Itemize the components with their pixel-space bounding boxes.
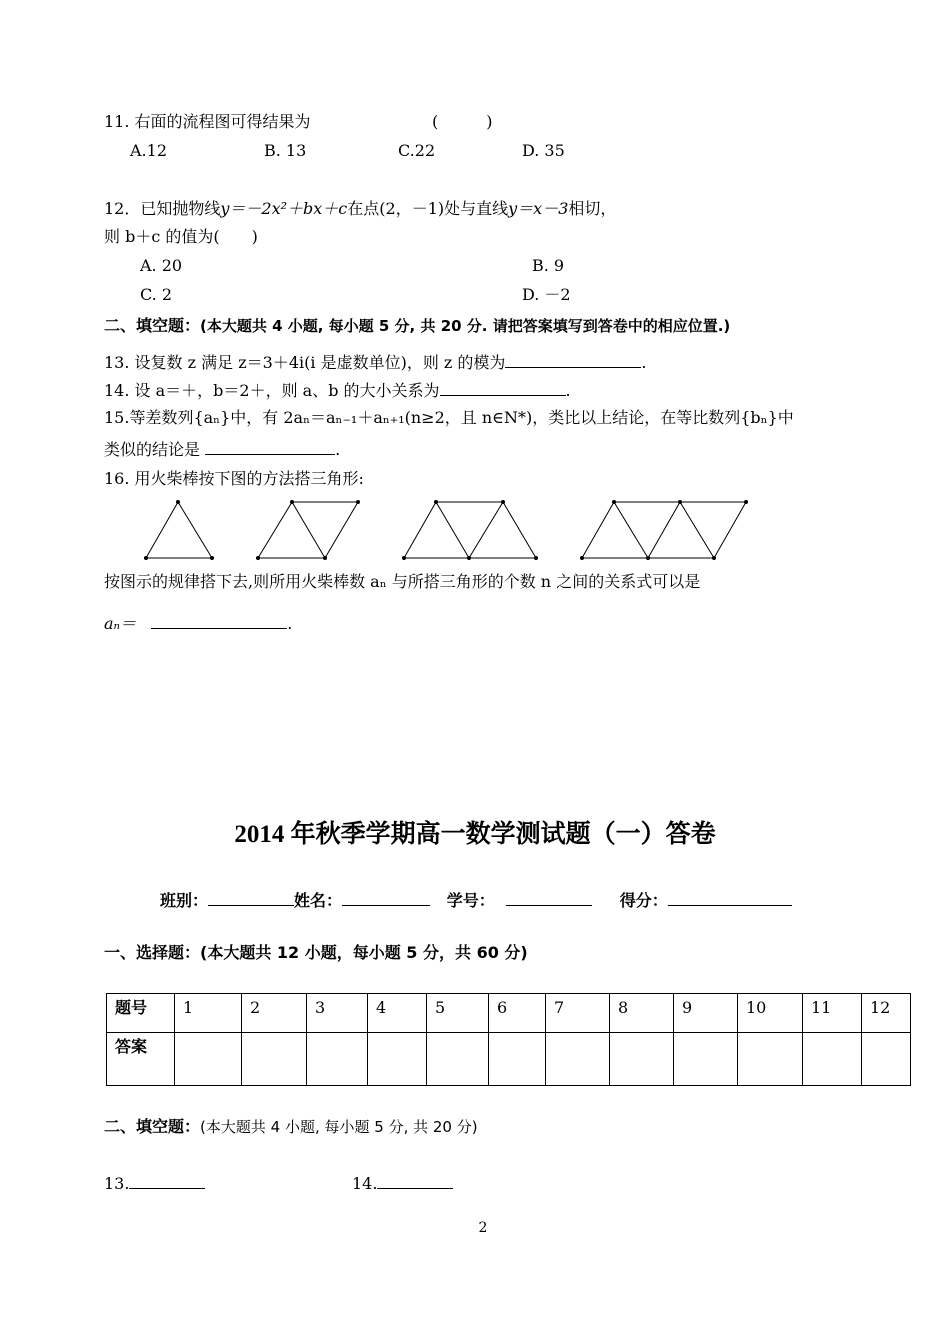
q12-option-d: D. －2 xyxy=(522,285,571,304)
q11-option-d: D. 35 xyxy=(522,141,565,160)
question-number-cell: 4 xyxy=(368,994,427,1033)
q12-line: y＝x－3 xyxy=(508,199,569,218)
student-id-label: 学号： xyxy=(446,891,495,910)
triangle-figure-3a xyxy=(404,502,469,558)
answer-cell[interactable] xyxy=(546,1033,610,1086)
q12-stem: 12．已知抛物线y＝－2x²＋bx＋c在点(2，－1)处与直线y＝x－3相切， xyxy=(104,199,617,218)
fill-answer-14: 14. xyxy=(352,1172,453,1194)
answer-cell[interactable] xyxy=(242,1033,307,1086)
q11-option-a: A.12 xyxy=(130,141,167,160)
answer-section2-heading: 二、填空题：(本大题共 4 小题, 每小题 5 分, 共 20 分) xyxy=(104,1117,478,1136)
triangle-figure-4a xyxy=(582,502,648,558)
q16-blank[interactable] xyxy=(151,612,287,629)
answer-cell[interactable] xyxy=(738,1033,803,1086)
q16-line2: 按图示的规律搭下去,则所用火柴棒数 aₙ 与所搭三角形的个数 n 之间的关系式可以是 xyxy=(104,572,701,591)
answer-sheet-title: 2014 年秋季学期高一数学测试题（一）答卷 xyxy=(234,821,716,848)
answer-table-answer-row xyxy=(107,1033,911,1086)
answer-cell[interactable] xyxy=(803,1033,862,1086)
triangle-figure-2b xyxy=(292,502,358,558)
question-number-label: 题号 xyxy=(107,994,175,1033)
q14-blank[interactable] xyxy=(440,379,566,396)
q11-option-c: C.22 xyxy=(398,141,436,160)
question-number-cell: 3 xyxy=(307,994,368,1033)
answer-cell[interactable] xyxy=(862,1033,911,1086)
question-number-cell: 8 xyxy=(610,994,674,1033)
answer-label: 答案 xyxy=(107,1033,175,1086)
answer-table-number-row xyxy=(107,994,911,1033)
q15-line1: 15.等差数列{aₙ}中，有 2aₙ＝aₙ₋₁＋aₙ₊₁(n≥2，且 n∈N*)，类比以上结论，在等比数列{bₙ}中 xyxy=(104,408,794,427)
q12-option-c: C. 2 xyxy=(140,285,173,304)
answer-section1-heading: 一、选择题：(本大题共 12 小题，每小题 5 分，共 60 分) xyxy=(104,943,528,962)
answer-cell[interactable] xyxy=(307,1033,368,1086)
q16-stem: 16. 用火柴棒按下图的方法搭三角形: xyxy=(104,469,364,488)
q13: 13. 设复数 z 满足 z＝3＋4i(i 是虚数单位)，则 z 的模为 . xyxy=(104,353,647,372)
q11-stem: 11. 右面的流程图可得结果为 xyxy=(104,112,311,131)
triangle-figure-2a xyxy=(258,502,325,558)
student-info-line xyxy=(160,889,792,911)
q12-line2: 则 b＋c 的值为( ) xyxy=(104,227,258,246)
q16-line3: aₙ＝ . xyxy=(104,614,293,633)
question-number-cell: 2 xyxy=(242,994,307,1033)
triangle-figure-3c xyxy=(469,502,536,558)
triangle-figure-4b xyxy=(614,502,680,558)
answer-cell[interactable] xyxy=(368,1033,427,1086)
question-number-cell: 9 xyxy=(674,994,738,1033)
matchstick-triangles-figure xyxy=(0,490,950,570)
fill-answer-13: 13. xyxy=(104,1172,205,1194)
answer-cell[interactable] xyxy=(175,1033,242,1086)
q15-line2: 类似的结论是 . xyxy=(104,440,341,459)
q15-blank[interactable] xyxy=(205,438,335,455)
student-id-blank[interactable] xyxy=(506,889,592,906)
name-label: 姓名： xyxy=(294,891,343,910)
question-number-cell: 5 xyxy=(427,994,489,1033)
q14: 14. 设 a＝＋，b＝2＋，则 a、b 的大小关系为 . xyxy=(104,381,571,400)
answer-table xyxy=(106,993,911,1086)
q12-option-a: A. 20 xyxy=(140,256,183,275)
question-number-cell: 10 xyxy=(738,994,803,1033)
q11-option-b: B. 13 xyxy=(264,141,307,160)
triangle-figure-4c xyxy=(648,502,714,558)
triangle-figure-3b xyxy=(436,502,503,558)
question-number-cell: 6 xyxy=(489,994,546,1033)
question-number-cell: 12 xyxy=(862,994,911,1033)
page-number: 2 xyxy=(478,1220,488,1236)
score-label: 得分： xyxy=(619,891,668,910)
q12-formula: y＝－2x²＋bx＋c xyxy=(220,199,348,218)
score-blank[interactable] xyxy=(668,889,792,906)
class-blank[interactable] xyxy=(208,889,294,906)
question-number-cell: 7 xyxy=(546,994,610,1033)
answer-cell[interactable] xyxy=(610,1033,674,1086)
fill-answer-13-blank[interactable] xyxy=(129,1172,205,1189)
answer-cell[interactable] xyxy=(489,1033,546,1086)
triangle-figure-4d xyxy=(680,502,746,558)
triangle-figure-1 xyxy=(146,502,212,558)
class-label: 班别： xyxy=(160,891,209,910)
fill-answer-14-blank[interactable] xyxy=(377,1172,453,1189)
question-number-cell: 11 xyxy=(803,994,862,1033)
answer-cell[interactable] xyxy=(674,1033,738,1086)
q13-blank[interactable] xyxy=(505,351,641,368)
answer-cell[interactable] xyxy=(427,1033,489,1086)
q12-option-b: B. 9 xyxy=(532,256,565,275)
section2-heading: 二、填空题：(本大题共 4 小题, 每小题 5 分, 共 20 分. 请把答案填写到答卷中的相应位置.) xyxy=(104,316,731,335)
name-blank[interactable] xyxy=(342,889,430,906)
q11-paren: ( ) xyxy=(432,112,493,131)
question-number-cell: 1 xyxy=(175,994,242,1033)
